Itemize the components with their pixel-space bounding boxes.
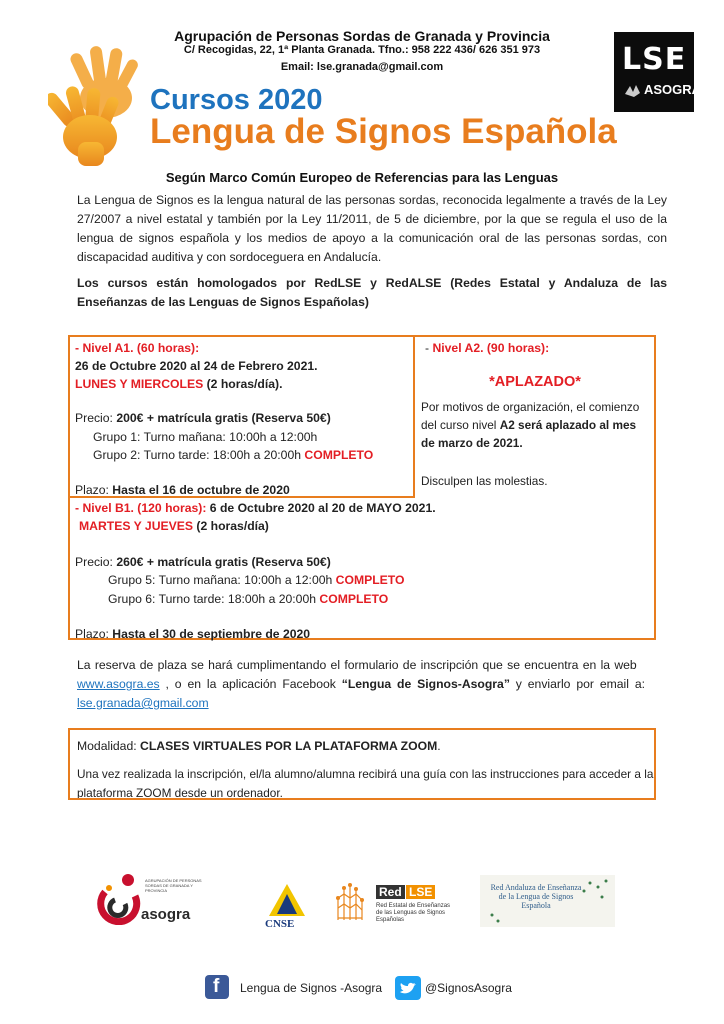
org-email: Email: lse.granada@gmail.com (280, 61, 444, 73)
b1-hours: (2 horas/día) (193, 519, 269, 533)
a2-dash: - (425, 341, 433, 355)
b1-price-label: Precio: (75, 555, 117, 569)
b1-group5: Grupo 5: Turno mañana: 10:00h a 12:00h (108, 573, 336, 587)
twitter-label[interactable]: @SignosAsogra (425, 981, 512, 995)
b1-group5-status: COMPLETO (335, 573, 405, 587)
b1-group6-status: COMPLETO (319, 592, 389, 606)
b1-price: 260€ + matrícula gratis (Reserva 50€) (116, 555, 331, 569)
modality-text1: Una vez realizada la inscripción, el/la alumno/alumna recibirá una guía con las instrucciones para acceder a la (77, 767, 654, 781)
a1-days: LUNES Y MIERCOLES (75, 377, 204, 391)
website-link[interactable]: www.asogra.es (77, 677, 160, 691)
b1-dates: 6 de Octubre 2020 al 20 de MAYO 2021. (206, 501, 436, 515)
reservation-text3: y enviarlo por email a: (509, 677, 645, 691)
asogra-symbol-icon (95, 870, 145, 925)
box-divider-vertical (413, 335, 415, 498)
reservation-paragraph (77, 656, 645, 713)
a1-price: 200€ + matrícula gratis (Reserva 50€) (116, 411, 331, 425)
cnse-logo (265, 882, 321, 934)
modality-dot: . (437, 739, 441, 753)
redalse-text: Red Andaluza de Enseñanza de la Lengua de Signos Española (490, 883, 582, 910)
a2-apology: Disculpen las molestias. (421, 474, 548, 488)
redlse-text: Red Estatal de Enseñanzas de las Lenguas de Signos Españolas (376, 903, 451, 923)
homologation-paragraph: Los cursos están homologados por RedLSE y RedALSE (Redes Estatal y Andaluza de las Enseñanzas de las Lenguas de Signos Españolas) (77, 276, 667, 309)
a2-heading: Nivel A2. (90 horas): (432, 341, 550, 355)
modality-label: Modalidad: (77, 739, 141, 753)
a1-deadline-label: Plazo: (75, 483, 113, 497)
org-address: C/ Recogidas, 22, 1ª Planta Granada. Tfno.: 958 222 436/ 626 351 973 (183, 44, 541, 56)
b1-deadline-label: Plazo: (75, 627, 113, 641)
a1-dates: 26 de Octubre 2020 al 24 de Febrero 2021. (75, 359, 318, 373)
a1-heading: - Nivel A1. (60 horas): (75, 341, 200, 355)
a2-text3: de marzo de 2021. (421, 436, 523, 450)
redlse-logo (376, 885, 456, 933)
reservation-text2: , o en la aplicación Facebook (159, 677, 342, 691)
modality-value: CLASES VIRTUALES POR LA PLATAFORMA ZOOM (140, 739, 438, 753)
b1-days: MARTES Y JUEVES (79, 519, 194, 533)
a1-group1: Grupo 1: Turno mañana: 10:00h a 12:00h (93, 430, 318, 444)
twitter-icon[interactable] (395, 976, 421, 1000)
hand-icon (624, 84, 642, 98)
asogra-logo-text: asogra (141, 906, 191, 923)
redlse-lse: LSE (406, 885, 435, 899)
asogra-logo (95, 870, 205, 930)
cnse-text: CNSE (265, 918, 295, 930)
lse-asogra-logo (614, 32, 702, 112)
a2-status: *APLAZADO* (489, 374, 581, 390)
modality-box (68, 728, 656, 800)
title-year: Cursos 2020 (150, 84, 323, 116)
b1-group6: Grupo 6: Turno tarde: 18:00h a 20:00h (108, 592, 320, 606)
a1-deadline: Hasta el 16 de octubre de 2020 (112, 483, 290, 497)
org-name: Agrupación de Personas Sordas de Granada y Provincia (174, 28, 550, 44)
lse-logo-subtext: ASOGRA (644, 82, 702, 97)
reservation-text1: La reserva de plaza se hará cumplimentando el formulario de inscripción que se encuentra en la web (77, 658, 637, 672)
a1-price-label: Precio: (75, 411, 117, 425)
signing-hands-icon (48, 42, 153, 167)
a2-text2a: del curso nivel (421, 418, 500, 432)
network-hand-icon (330, 880, 370, 930)
redalse-logo (480, 875, 615, 927)
email-link[interactable]: lse.granada@gmail.com (77, 696, 209, 710)
page-title: Lengua de Signos Española (150, 112, 617, 151)
a2-text2b: A2 será aplazado al mes (499, 418, 637, 432)
redlse-red: Red (376, 885, 405, 899)
facebook-icon[interactable]: f (205, 975, 229, 999)
lse-logo-text: LSE (622, 42, 687, 77)
cnse-symbol-icon (267, 882, 307, 918)
asogra-small-text: AGRUPACIÓN DE PERSONAS SORDAS DE GRANADA Y PROVINCIA (145, 878, 202, 893)
b1-deadline: Hasta el 30 de septiembre de 2020 (112, 627, 311, 641)
modality-text2: plataforma ZOOM desde un ordenador. (77, 786, 283, 800)
a1-group2-status: COMPLETO (304, 448, 374, 462)
subtitle: Según Marco Común Europeo de Referencias para las Lenguas (165, 170, 559, 185)
facebook-name: “Lengua de Signos-Asogra” (341, 677, 510, 691)
a1-hours: (2 horas/día). (203, 377, 283, 391)
intro-paragraph: La Lengua de Signos es la lengua natural de las personas sordas, reconocida legalmente a través de la Ley 27/2007 a nivel estatal y también por la Ley 11/2011, de 5 de diciembre, por la que se regula el uso de la lengua de signos española y los medios de apoyo a la comunicación oral de las personas sordas, con discapacidad auditiva y con sordoceguera en Andalucía. (77, 193, 667, 264)
a2-text1: Por motivos de organización, el comienzo (421, 400, 640, 414)
a1-group2: Grupo 2: Turno tarde: 18:00h a 20:00h (93, 448, 305, 462)
b1-heading: - Nivel B1. (120 horas): (75, 501, 207, 515)
facebook-label[interactable]: Lengua de Signos -Asogra (240, 981, 383, 995)
